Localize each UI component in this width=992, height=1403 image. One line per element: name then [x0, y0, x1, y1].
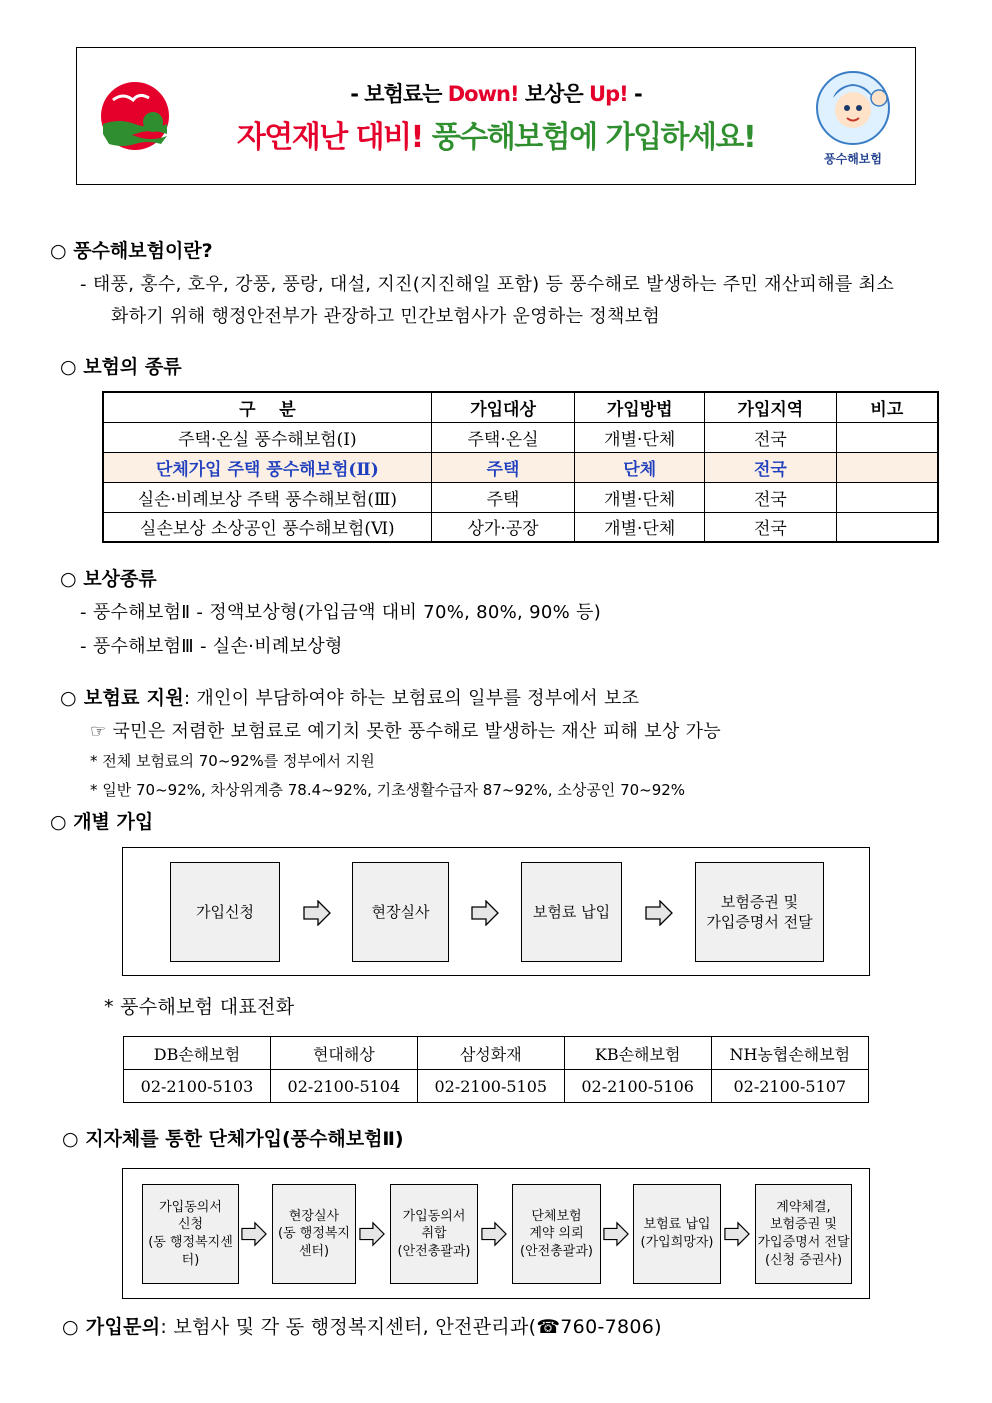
step-payment: 보험료 납입 — [521, 862, 622, 962]
group-step-4: 단체보험 계약 의뢰 (안전총괄과) — [512, 1184, 601, 1284]
comp-line-1: - 풍수해보험Ⅱ - 정액보상형(가입금액 대비 70%, 80%, 90% 등) — [80, 602, 602, 623]
cell-note — [836, 482, 938, 512]
arrow-right-icon — [481, 1221, 507, 1247]
cell-category: 단체가입 주택 풍수해보험(Ⅱ) — [103, 452, 431, 482]
arrow-right-icon — [724, 1221, 750, 1247]
types-title: ○ 보험의 종류 — [60, 356, 182, 378]
phone-kb: 02-2100-5106 — [564, 1070, 711, 1103]
intro-line-2: 화하기 위해 행정안전부가 관장하고 민간보험사가 운영하는 정책보험 — [111, 306, 661, 327]
company-nh: NH농협손해보험 — [711, 1037, 868, 1070]
table-row-highlighted — [103, 452, 938, 482]
cell-note — [836, 452, 938, 482]
comp-title: ○ 보상종류 — [60, 568, 157, 590]
contact-desc: : 보험사 및 각 동 행정복지센터, 안전관리과(☎760-7806) — [160, 1316, 662, 1338]
group-step-2: 현장실사 (동 행정복지센터) — [272, 1184, 356, 1284]
cell-method: 단체 — [575, 452, 705, 482]
table-header-row — [103, 392, 938, 422]
mascot-icon — [807, 68, 899, 146]
cell-category: 실손보상 소상공인 풍수해보험(Ⅵ) — [103, 512, 431, 542]
mascot-label: 풍수해보험 — [824, 152, 882, 166]
cell-region: 전국 — [705, 482, 837, 512]
arrow-right-icon — [241, 1221, 267, 1247]
support-desc: : 개인이 부담하여야 하는 보험료의 일부를 정부에서 보조 — [183, 688, 640, 709]
table-row — [103, 422, 938, 452]
group-step-5: 보험료 납입 (가입희망자) — [633, 1184, 721, 1284]
header-note: 비고 — [836, 392, 938, 422]
support-line-1: ☞ 국민은 저렴한 보험료로 예기치 못한 풍수해로 발생하는 재산 피해 보상 가능 — [90, 721, 721, 742]
step-certificate: 보험증권 및 가입증명서 전달 — [695, 862, 824, 962]
arrow-right-icon — [303, 900, 331, 926]
header-region: 가입지역 — [705, 392, 837, 422]
company-db: DB손해보험 — [124, 1037, 271, 1070]
cell-region: 전국 — [705, 512, 837, 542]
intro-line-1: - 태풍, 홍수, 호우, 강풍, 풍랑, 대설, 지진(지진해일 포함) 등 풍수해로 발생하는 주민 재산피해를 최소 — [80, 274, 895, 295]
arrow-right-icon — [645, 900, 673, 926]
company-hyundai: 현대해상 — [270, 1037, 417, 1070]
cell-note — [836, 512, 938, 542]
phone-hyundai: 02-2100-5104 — [270, 1070, 417, 1103]
insurance-types-table — [102, 391, 939, 543]
cell-note — [836, 422, 938, 452]
banner-slogan: - 보험료는 Down! 보상은 Up! - — [350, 82, 642, 106]
phone-db: 02-2100-5103 — [124, 1070, 271, 1103]
company-samsung: 삼성화재 — [417, 1037, 564, 1070]
step-inspection: 현장실사 — [352, 862, 449, 962]
support-note-2: * 일반 70~92%, 차상위계층 78.4~92%, 기초생활수급자 87~92%, 소상공인 70~92% — [90, 781, 686, 799]
group-step-1: 가입동의서 신청 (동 행정복지센터) — [142, 1184, 239, 1284]
support-note-1: * 전체 보험료의 70~92%를 정부에서 지원 — [90, 752, 375, 770]
header-method: 가입방법 — [575, 392, 705, 422]
step-apply: 가입신청 — [170, 862, 280, 962]
arrow-right-icon — [359, 1221, 385, 1247]
support-heading — [60, 683, 639, 710]
cell-category: 주택·온실 풍수해보험(Ⅰ) — [103, 422, 431, 452]
support-title: ○ 보험료 지원 — [60, 687, 184, 709]
phone-row — [124, 1070, 869, 1103]
intro-title: ○ 풍수해보험이란? — [50, 240, 213, 262]
phone-title: * 풍수해보험 대표전화 — [104, 996, 295, 1018]
header-category: 구 분 — [103, 392, 431, 422]
contact-line — [62, 1312, 662, 1339]
phone-samsung: 02-2100-5105 — [417, 1070, 564, 1103]
cell-target: 주택·온실 — [431, 422, 575, 452]
cell-target: 주택 — [431, 482, 575, 512]
arrow-right-icon — [603, 1221, 629, 1247]
company-kb: KB손해보험 — [564, 1037, 711, 1070]
group-title: ○ 지자체를 통한 단체가입(풍수해보험Ⅱ) — [62, 1128, 404, 1150]
table-row — [103, 482, 938, 512]
comp-line-2: - 풍수해보험Ⅲ - 실손·비례보상형 — [80, 636, 343, 657]
group-step-6: 계약체결, 보험증권 및 가입증명서 전달 (신청 증권사) — [755, 1184, 852, 1284]
cell-region: 전국 — [705, 422, 837, 452]
contact-title: ○ 가입문의 — [62, 1316, 161, 1338]
cell-region: 전국 — [705, 452, 837, 482]
cell-target: 주택 — [431, 452, 575, 482]
cell-method: 개별·단체 — [575, 422, 705, 452]
cell-category: 실손·비례보상 주택 풍수해보험(Ⅲ) — [103, 482, 431, 512]
individual-title: ○ 개별 가입 — [50, 811, 154, 833]
mascot-logo — [807, 68, 899, 164]
cell-method: 개별·단체 — [575, 512, 705, 542]
cell-method: 개별·단체 — [575, 482, 705, 512]
arrow-right-icon — [471, 900, 499, 926]
header-target: 가입대상 — [431, 392, 575, 422]
cell-target: 상가·공장 — [431, 512, 575, 542]
phone-nh: 02-2100-5107 — [711, 1070, 868, 1103]
individual-flow — [122, 847, 870, 976]
company-row — [124, 1037, 869, 1070]
group-step-3: 가입동의서 취합 (안전총괄과) — [390, 1184, 478, 1284]
table-row — [103, 512, 938, 542]
banner — [76, 47, 916, 185]
banner-title: 자연재난 대비! 풍수해보험에 가입하세요! — [236, 120, 756, 155]
group-flow — [122, 1168, 870, 1299]
phone-table — [123, 1036, 869, 1103]
